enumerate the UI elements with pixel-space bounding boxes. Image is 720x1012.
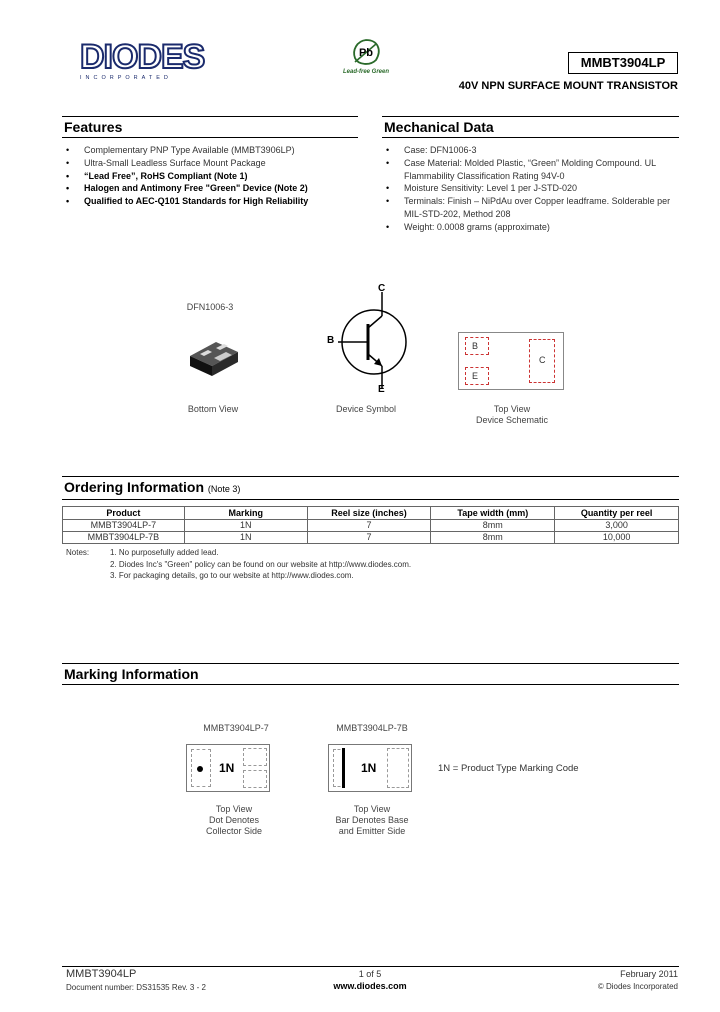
top-view-caption: Top View <box>493 404 531 414</box>
footer-part: MMBT3904LP <box>66 968 137 980</box>
ordering-header-row <box>63 507 679 520</box>
marking-title: Marking Information <box>62 663 679 685</box>
ordering-cell: 8mm <box>431 520 555 532</box>
lead-free-leaf-icon <box>346 38 386 66</box>
features-section <box>62 116 358 208</box>
badge-symbol: Pb <box>358 47 374 59</box>
ordering-header-cell: Product <box>63 507 185 520</box>
marking-right-caption <box>318 804 426 837</box>
table-row <box>63 520 679 532</box>
notes-list <box>110 547 670 582</box>
ordering-cell: MMBT3904LP-7B <box>63 532 185 544</box>
caption-line: Top View <box>353 804 391 814</box>
mechanical-item: • Case Material: Molded Plastic, “Green” Molding Compound. UL Flammability Classification Rating 94V-0 <box>382 157 679 183</box>
features-item: • Halogen and Antimony Free "Green" Device (Note 2) <box>62 182 358 195</box>
caption-line: Top View <box>215 804 253 814</box>
schematic-pad-b-label: B <box>472 341 479 351</box>
footer-copyright: © Diodes Incorporated <box>597 982 678 991</box>
marking-left-package <box>186 744 270 792</box>
pin-b-label: B <box>327 335 335 346</box>
marking-left-pad-emitter <box>243 770 267 788</box>
caption-line: Bar Denotes Base <box>335 815 409 825</box>
note-item: 2. Diodes Inc's "Green" policy can be found on our website at http://www.diodes.com. <box>110 559 412 569</box>
table-row <box>63 532 679 544</box>
ordering-title-text: Ordering Information <box>64 479 204 495</box>
ordering-header-cell: Quantity per reel <box>555 507 679 520</box>
marking-legend: 1N = Product Type Marking Code <box>438 763 579 774</box>
features-title: Features <box>62 116 358 138</box>
features-item: • Qualified to AEC-Q101 Standards for High Reliability <box>62 195 358 208</box>
features-item: • “Lead Free”, RoHS Compliant (Note 1) <box>62 170 358 183</box>
caption-line: Dot Denotes <box>208 815 260 825</box>
features-item: • Complementary PNP Type Available (MMBT3906LP) <box>62 144 358 157</box>
mechanical-section <box>382 116 679 234</box>
features-list <box>62 144 358 208</box>
bottom-view-caption: Bottom View <box>187 404 239 414</box>
footer-rule <box>62 966 679 967</box>
ordering-section <box>62 476 679 544</box>
page-subtitle: 40V NPN SURFACE MOUNT TRANSISTOR <box>458 80 678 92</box>
ordering-cell: 10,000 <box>555 532 679 544</box>
ordering-cell: 7 <box>307 520 431 532</box>
mechanical-item: • Moisture Sensitivity: Level 1 per J-STD-020 <box>382 182 679 195</box>
notes-label: Notes: <box>66 548 90 557</box>
base-emitter-bar-icon <box>342 748 345 788</box>
marking-right-label: MMBT3904LP-7B <box>336 723 408 733</box>
mechanical-list <box>382 144 679 234</box>
pin-e-label: E <box>378 384 385 395</box>
features-item: • Ultra-Small Leadless Surface Mount Package <box>62 157 358 170</box>
ordering-cell: 3,000 <box>555 520 679 532</box>
ordering-header-cell: Tape width (mm) <box>431 507 555 520</box>
logo-text: DIODES <box>80 38 205 76</box>
ordering-cell: 8mm <box>431 532 555 544</box>
marking-left-caption <box>186 804 282 837</box>
note-item: 1. No purposefully added lead. <box>110 548 219 557</box>
footer-site-link[interactable]: www.diodes.com <box>333 981 407 991</box>
pin-c-label: C <box>378 283 386 294</box>
device-schematic-caption: Device Schematic <box>475 415 549 425</box>
ordering-table <box>62 506 679 544</box>
badge-label: Lead-free Green <box>342 69 390 75</box>
marking-left-pad-base <box>243 748 267 766</box>
device-schematic-outline <box>458 332 564 390</box>
ordering-cell: MMBT3904LP-7 <box>63 520 185 532</box>
schematic-pad-b <box>465 337 489 355</box>
package-label: DFN1006-3 <box>186 302 234 312</box>
ordering-cell: 1N <box>184 520 307 532</box>
package-bottom-view-image <box>186 336 242 380</box>
marking-left-code: 1N <box>219 761 235 775</box>
footer-date: February 2011 <box>620 969 678 979</box>
mechanical-title: Mechanical Data <box>382 116 679 138</box>
ordering-header-cell: Reel size (inches) <box>307 507 431 520</box>
device-symbol-caption: Device Symbol <box>335 404 397 414</box>
note-item: 3. For packaging details, go to our website at http://www.diodes.com. <box>110 571 354 580</box>
footer-doc-number: Document number: DS31535 Rev. 3 - 2 <box>66 983 206 992</box>
logo-subtext: INCORPORATED <box>80 75 172 81</box>
caption-line: and Emitter Side <box>338 826 406 836</box>
schematic-pad-e <box>465 367 489 385</box>
ordering-cell: 1N <box>184 532 307 544</box>
marking-section <box>62 663 679 685</box>
footer-page: 1 of 5 <box>358 969 382 979</box>
marking-right-code: 1N <box>361 761 377 775</box>
ordering-note-ref: (Note 3) <box>207 484 241 494</box>
marking-right-package <box>328 744 412 792</box>
marking-left-label: MMBT3904LP-7 <box>203 723 269 733</box>
caption-line: Collector Side <box>205 826 263 836</box>
diodes-logo <box>80 40 210 84</box>
marking-right-pad-collector <box>387 748 409 788</box>
schematic-pad-c <box>529 339 555 383</box>
collector-dot-icon <box>197 766 203 772</box>
schematic-pad-e-label: E <box>472 371 479 381</box>
part-number-box: MMBT3904LP <box>568 52 678 74</box>
ordering-header-cell: Marking <box>184 507 307 520</box>
lead-free-badge <box>338 38 394 78</box>
ordering-cell: 7 <box>307 532 431 544</box>
mechanical-item: • Terminals: Finish – NiPdAu over Copper leadframe. Solderable per MIL-STD-202, Method 208 <box>382 195 679 221</box>
mechanical-item: • Weight: 0.0008 grams (approximate) <box>382 221 679 234</box>
schematic-pad-c-label: C <box>539 355 546 365</box>
mechanical-item: • Case: DFN1006-3 <box>382 144 679 157</box>
ordering-title <box>62 476 679 500</box>
